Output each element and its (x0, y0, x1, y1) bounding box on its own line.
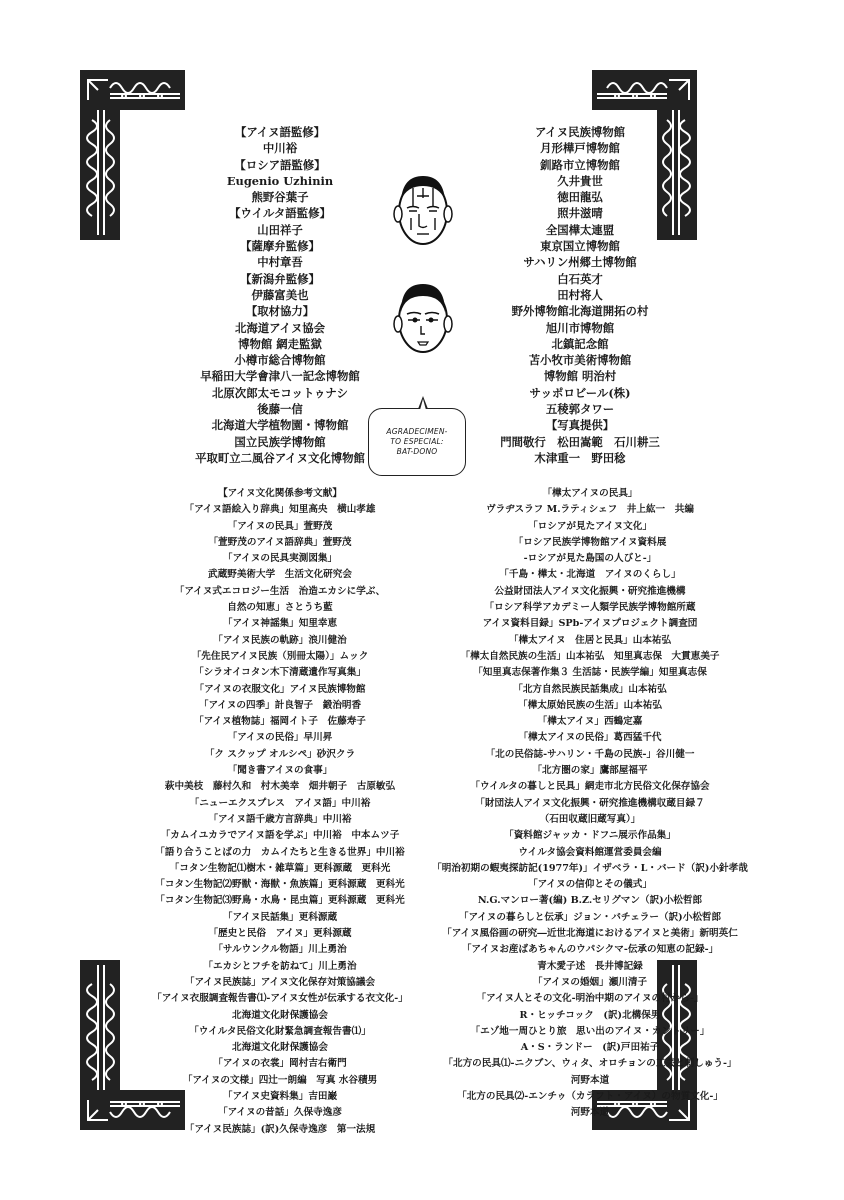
text-line: 釧路市立博物館 (540, 157, 620, 172)
text-line: Eugenio Uzhinin (226, 173, 334, 188)
character-illustrations (378, 170, 468, 386)
text-line: 「萱野茂のアイヌ語辞典」萱野茂 (208, 536, 352, 548)
text-line: 「アイヌ語千歳方言辞典」中川裕 (208, 813, 352, 825)
text-line: 「ロシア科学アカデミー人類学民族学博物館所蔵 (484, 602, 696, 614)
text-line: 「ニューエクスプレス アイヌ語」中川裕 (189, 797, 371, 809)
text-line: 苫小牧市美術博物館 (528, 353, 632, 368)
references-column-right (430, 486, 750, 1122)
text-line: 「財団法人アイヌ文化振興・研究推進機構収蔵目録７ (475, 797, 705, 809)
references-column-left (130, 486, 430, 1138)
text-line: 北海道アイヌ協会 (234, 320, 326, 335)
text-line: 「樺太アイヌ 住居と民具」山本祐弘 (508, 634, 672, 646)
text-line: 「アイヌの衣裳」岡村吉右衛門 (213, 1058, 347, 1070)
text-line: 【薩摩弁監修】 (240, 239, 320, 254)
text-line: アイヌ民族博物館 (534, 125, 626, 139)
text-line: 中村章吾 (257, 255, 303, 270)
text-line: 【ウイルタ語監修】 (229, 206, 331, 221)
text-line: 「アイヌ史資料集」吉田巌 (222, 1090, 338, 1102)
credits-cooperation-column (470, 124, 690, 466)
text-line: 平取町立二風谷アイヌ文化博物館 (195, 450, 365, 465)
text-line: 【アイヌ語監修】 (234, 125, 326, 139)
text-line: 「北方圏の家」鷹部屋福平 (532, 765, 648, 777)
text-line: -ロシアが見た島国の人びと-」 (523, 553, 657, 565)
text-line: 【新潟弁監修】 (240, 271, 320, 286)
text-line: 小樽市総合博物館 (234, 353, 326, 368)
text-line: 月形樺戸博物館 (540, 141, 620, 156)
text-line: 「北方の民具⑵-エンチゥ（カラフト・アイヌ）の物質文化-」 (457, 1090, 723, 1102)
text-line: 山田祥子 (257, 222, 303, 237)
text-line: 「樺太自然民族の生活」山本祐弘 知里真志保 大貫恵美子 (460, 650, 720, 662)
text-line: 北原次郎太モコットゥナシ (212, 385, 348, 400)
text-line: 「コタン生物記⑶野鳥・水鳥・昆虫篇」更科源蔵 更科光 (155, 895, 405, 907)
text-line: 「北の民俗誌-サハリン・千島の民族-」谷川健一 (485, 748, 695, 760)
text-line: 「アイヌの民俗」早川昇 (227, 732, 333, 744)
text-line: 【取材協力】 (245, 304, 315, 319)
text-line: 「アイヌの民具」萱野茂 (227, 520, 333, 532)
text-line: 「歴史と民俗 アイヌ」更科源蔵 (208, 928, 352, 940)
text-line: 「アイヌ民族誌」(訳)久保寺逸彦 第一法規 (184, 1123, 376, 1135)
text-line: 熊野谷葉子 (251, 190, 309, 205)
text-line: 田村将人 (557, 287, 603, 302)
text-line: A・S・ランドー (訳)戸田祐子 (520, 1042, 660, 1054)
text-line: 東京国立博物館 (540, 239, 620, 254)
text-line: 「アイヌ民族の軌跡」浪川健治 (213, 634, 347, 646)
text-line: 「ウイルタ民俗文化財緊急調査報告書⑴」 (189, 1025, 371, 1037)
text-line: 「先住民アイヌ民族（別冊太陽）」ムック (191, 650, 369, 662)
text-line: 「アイヌ衣服調査報告書⑴-アイヌ女性が伝承する衣文化-」 (152, 993, 408, 1005)
text-line: 萩中美枝 藤村久和 村木美幸 畑井朝子 古原敏弘 (164, 781, 396, 793)
text-line: 「アイヌの暮らしと伝承」ジョン・バチェラー（訳)小松哲郎 (458, 911, 722, 923)
speech-bubble (368, 408, 466, 476)
text-line: 野外博物館北海道開拓の村 (511, 304, 649, 319)
text-line: 「エゾ地一周ひとり旅 思い出のアイヌ・カントリー」 (470, 1025, 710, 1037)
text-line: 「カムイユカラでアイヌ語を学ぶ」中川裕 中本ムツ子 (160, 830, 400, 842)
text-line: 「アイヌ神謡集」知里幸恵 (222, 618, 338, 630)
text-line: サハリン州郷土博物館 (523, 255, 637, 270)
text-line: 伊藤富美也 (251, 287, 309, 302)
text-line: 「アイヌの衣服文化」アイヌ民族博物館 (194, 683, 366, 695)
text-line: アイヌ資料目録」SPb-アイヌプロジェクト調査団 (482, 618, 698, 630)
text-line: 「ク スクップ オルシペ」砂沢クラ (204, 748, 356, 760)
text-line: 後藤一信 (257, 402, 303, 417)
text-line: N.G.マンロー著(編) B.Z.セリグマン（訳)小松哲郎 (477, 895, 703, 907)
text-line: 博物館 明治村 (543, 369, 617, 384)
text-line: 徳田龍弘 (557, 190, 603, 205)
bubble-line: AGRADECIMEN- (386, 427, 448, 436)
text-line: 「アイヌの信仰とその儀式」 (528, 879, 652, 891)
text-line: 「資料館ジャッカ・ドフニ展示作品集」 (504, 830, 676, 842)
text-line: 「アイヌ民話集」更科源蔵 (222, 911, 338, 923)
text-line: 北鎮記念館 (551, 336, 609, 351)
text-line: 久井貴世 (557, 173, 603, 188)
text-line: 五稜郭タワー (545, 402, 615, 417)
text-line: 中川裕 (262, 141, 298, 156)
text-line: 門間敬行 松田嵩範 石川耕三 (500, 434, 660, 449)
text-line: 「北方自然民族民話集成」山本祐弘 (513, 683, 667, 695)
text-line: 国立民族学博物館 (234, 434, 326, 449)
text-line: 博物館 網走監獄 (238, 336, 322, 351)
text-line: 白石英才 (557, 271, 603, 286)
text-line: 「アイヌ人とその文化-明治中期のアイヌの村から-」 (476, 993, 704, 1005)
text-line: 「ウイルタの暮しと民具」網走市北方民俗文化保存協会 (470, 781, 710, 793)
text-line: 河野本道 (570, 1074, 610, 1086)
credits-supervision-column (180, 124, 380, 466)
text-line: 「明治初期の蝦夷探訪記(1977年)」イザベラ・L・バード（訳)小針孝哉 (432, 862, 748, 874)
text-line: 「ロシアが見たアイヌ文化」 (528, 520, 652, 532)
text-line: 木津重一 野田稔 (534, 450, 626, 465)
text-line: 「アイヌ式エコロジー生活 治造エカシに学ぶ、 (174, 585, 386, 597)
text-line: 「聞き書アイヌの食事」 (227, 765, 333, 777)
ainu-pattern-icon (80, 70, 185, 240)
text-line: 【アイヌ文化関係参考文献】 (218, 488, 342, 499)
text-line: ヴラヂスラフ M.ラティシェフ 井上紘一 共編 (486, 504, 694, 516)
text-line: 武蔵野美術大学 生活文化研究会 (208, 569, 352, 581)
character-face-tired-icon (391, 170, 455, 248)
text-line: 「ロシア民族学博物館アイヌ資料展 (513, 536, 667, 548)
text-line: R・ヒッチコック (訳)北構保男 (519, 1009, 661, 1021)
bubble-line: TO ESPECIAL: (390, 437, 444, 446)
text-line: 「コタン生物記⑴樹木・雑草篇」更科源蔵 更科光 (169, 862, 391, 874)
text-line: 「樺太原始民族の生活」山本祐弘 (518, 699, 662, 711)
speech-bubble-tail-fill (420, 399, 426, 410)
text-line: 【ロシア語監修】 (234, 157, 326, 172)
text-line: 「アイヌお産ばあちゃんのウパシクマ-伝承の知恵の記録-」 (461, 944, 719, 956)
text-line: 照井滋晴 (557, 206, 603, 221)
character-face-serious-icon (391, 278, 455, 356)
text-line: 【写真提供】 (545, 418, 615, 433)
text-line: 北海道文化財保護協会 (232, 1009, 328, 1021)
text-line: 「アイヌ語絵入り辞典」知里高央 横山孝雄 (184, 504, 376, 516)
text-line: 「樺太アイヌの民俗」葛西猛千代 (518, 732, 662, 744)
text-line: 「北方の民具⑴-ニクブン、ウィタ、オロチョンの工芸と刺しゅう-」 (443, 1058, 737, 1070)
text-line: 「アイヌの民具実測図集」 (222, 553, 338, 565)
text-line: 「エカシとフチを訪ねて」川上勇治 (203, 960, 357, 972)
text-line: 公益財団法人アイヌ文化振興・研究推進機構 (494, 585, 686, 597)
text-line: 自然の知恵」さとうち藍 (227, 602, 333, 614)
text-line: （石田収蔵旧蔵写真）」 (539, 813, 641, 825)
bubble-line: BAT-DONO (396, 447, 438, 456)
text-line: 早稲田大学會津八一記念博物館 (200, 369, 360, 384)
text-line: 「アイヌの昔話」久保寺逸彦 (218, 1107, 342, 1119)
text-line: 「コタン生物記⑵野獣・海獣・魚族篇」更科源蔵 更科光 (155, 879, 405, 891)
text-line: 「アイヌの四季」計良智子 鍛治明香 (198, 699, 362, 711)
text-line: 青木愛子述 長井博記録 (537, 960, 643, 972)
text-line: 「樺太アイヌの民具」 (542, 488, 638, 499)
text-line: 「アイヌの婚姻」瀬川清子 (532, 976, 648, 988)
text-line: 北海道大学植物園・博物館 (211, 418, 349, 433)
text-line: 全国樺太連盟 (545, 222, 615, 237)
text-line: 「サルウンクル物語」川上勇治 (213, 944, 347, 956)
text-line: 「アイヌ植物誌」福岡イト子 佐藤寿子 (194, 716, 366, 728)
text-line: ウイルタ協会資料館運営委員会編 (518, 846, 662, 858)
text-line: 「アイヌ民族誌」アイヌ文化保存対策協議会 (184, 976, 376, 988)
text-line: 「アイヌ風俗画の研究―近世北海道におけるアイヌと美術」新明英仁 (442, 928, 738, 940)
text-line: 「シラオイコタン木下清蔵遺作写真集」 (194, 667, 366, 679)
text-line: 旭川市博物館 (545, 320, 615, 335)
text-line: 「千島・樺太・北海道 アイヌのくらし」 (499, 569, 681, 581)
ornamental-corner-top-left (80, 70, 185, 240)
text-line: 河野本道 (570, 1107, 610, 1119)
text-line: 「樺太アイヌ」西鶴定嘉 (537, 716, 643, 728)
text-line: サッポロビール(株) (529, 385, 631, 400)
text-line: 北海道文化財保護協会 (232, 1042, 328, 1054)
text-line: 「語り合うことばの力 カムイたちと生きる世界」中川裕 (155, 846, 405, 858)
text-line: 「知里真志保著作集３ 生活誌・民族学編」知里真志保 (473, 667, 707, 679)
text-line: 「アイヌの文様」四辻一朗編 写真 水谷積男 (182, 1074, 378, 1086)
